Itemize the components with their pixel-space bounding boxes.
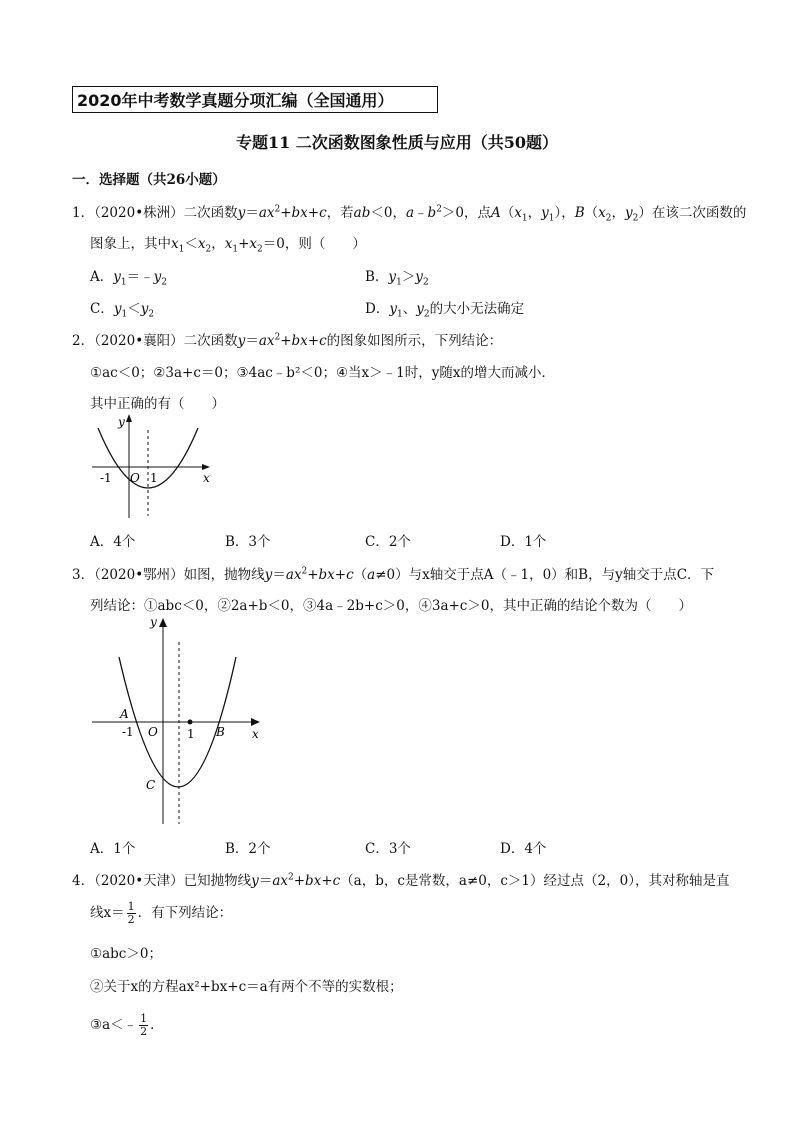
q4-fraction-2: $\frac{1}{2}$ <box>140 1012 148 1038</box>
q3-option-d[interactable]: D．4个 <box>500 841 547 857</box>
q3-x-arrow <box>251 718 260 726</box>
q1-option-a[interactable]: A．$y_1=﹣y_2$ <box>90 269 167 288</box>
q4-conclusion-2: ②关于x的方程ax²+bx+c＝a有两个不等的实数根； <box>90 979 403 995</box>
q2-one-label: 1 <box>150 471 158 485</box>
q3-parabola-graph <box>88 612 268 827</box>
q3-conclusions: 列结论：①abc＜0，②2a+b＜0，③4a﹣2b+c＞0，④3a+c＞0，其中正确的结论个数为（ ） <box>90 598 692 614</box>
q3-C-label: C <box>146 778 156 792</box>
q2-conclusions: ①ac＜0；②3a+c＝0；③4ac﹣b²＜0；④当x＞﹣1时，y随x的增大而减小． <box>90 365 555 381</box>
q2-x-label: x <box>203 471 210 485</box>
q4-fraction: $\frac{1}{2}$ <box>127 900 135 926</box>
q2-y-label: y <box>118 415 125 429</box>
topic-subtitle: 专题11 二次函数图象性质与应用（共50题） <box>235 133 559 152</box>
q3-y-label: y <box>150 615 157 629</box>
q2-option-a[interactable]: A．4个 <box>90 534 136 550</box>
section-heading: 一．选择题（共26小题） <box>72 172 226 188</box>
q3-B-label: B <box>216 725 225 739</box>
q3-A-label: A <box>120 707 129 721</box>
q1-line1: 1．（2020•株洲）二次函数$y=ax^2+bx+c$，若ab＜0，$a﹣b^2>0$，点$A(x_1$，$y_1$），$B(x_2$，$y_2$）在该二次函数的 <box>72 204 747 224</box>
q3-option-b[interactable]: B．2个 <box>225 841 271 857</box>
q1-option-d[interactable]: D．$y_1$、$y_2$的大小无法确定 <box>365 301 525 320</box>
q2-origin-label: O <box>130 471 140 485</box>
q3-y-arrow <box>159 618 167 627</box>
q2-x-arrow <box>202 464 210 470</box>
q3-x-label: x <box>252 727 259 741</box>
q1-option-c[interactable]: C．$y_1<y_2$ <box>90 301 155 320</box>
q3-origin-label: O <box>148 725 158 739</box>
q2-option-c[interactable]: C．2个 <box>365 534 411 550</box>
q2-option-d[interactable]: D．1个 <box>500 534 547 550</box>
q3-one-label: 1 <box>187 727 195 741</box>
q4-conclusion-3: ③a＜﹣ $\frac{1}{2}$ ． <box>90 1012 164 1038</box>
q1-option-b[interactable]: B．$y_1>y_2$ <box>365 269 429 288</box>
q3-line1: 3．（2020•鄂州）如图，抛物线$y=ax^2+bx+c(a\ne 0)$与x轴交于点A（﹣1，0）和B，与y轴交于点C．下 <box>72 566 715 583</box>
q4-line2: 线x＝ $\frac{1}{2}$ ．有下列结论： <box>90 900 233 926</box>
q2-y-arrow <box>126 414 132 422</box>
q3-option-a[interactable]: A．1个 <box>90 841 136 857</box>
q3-option-c[interactable]: C．3个 <box>365 841 411 857</box>
q2-question: 其中正确的有（ ） <box>90 396 225 412</box>
q4-conclusion-1: ①abc＞0； <box>90 946 162 962</box>
q2-neg1-label: -1 <box>100 471 112 485</box>
q2-parabola-graph <box>88 408 218 520</box>
q1-line2: 图象上，其中$x_1<x_2$，$x_1+x_2=0$，则（ ） <box>90 236 366 255</box>
q3-neg1-label: -1 <box>122 725 134 739</box>
q4-line1: 4．（2020•天津）已知抛物线$y=ax^2+bx+c(a$，b，c是常数，a≠0，c＞1）经过点（2，0），其对称轴是直 <box>72 872 730 889</box>
q2-line1: 2．（2020•襄阳）二次函数$y=ax^2+bx+c$的图象如图所示，下列结论： <box>72 332 503 349</box>
q2-option-b[interactable]: B．3个 <box>225 534 271 550</box>
q3-point-1 <box>188 720 193 725</box>
compilation-title-box: 2020年中考数学真题分项汇编（全国通用） <box>72 86 438 113</box>
